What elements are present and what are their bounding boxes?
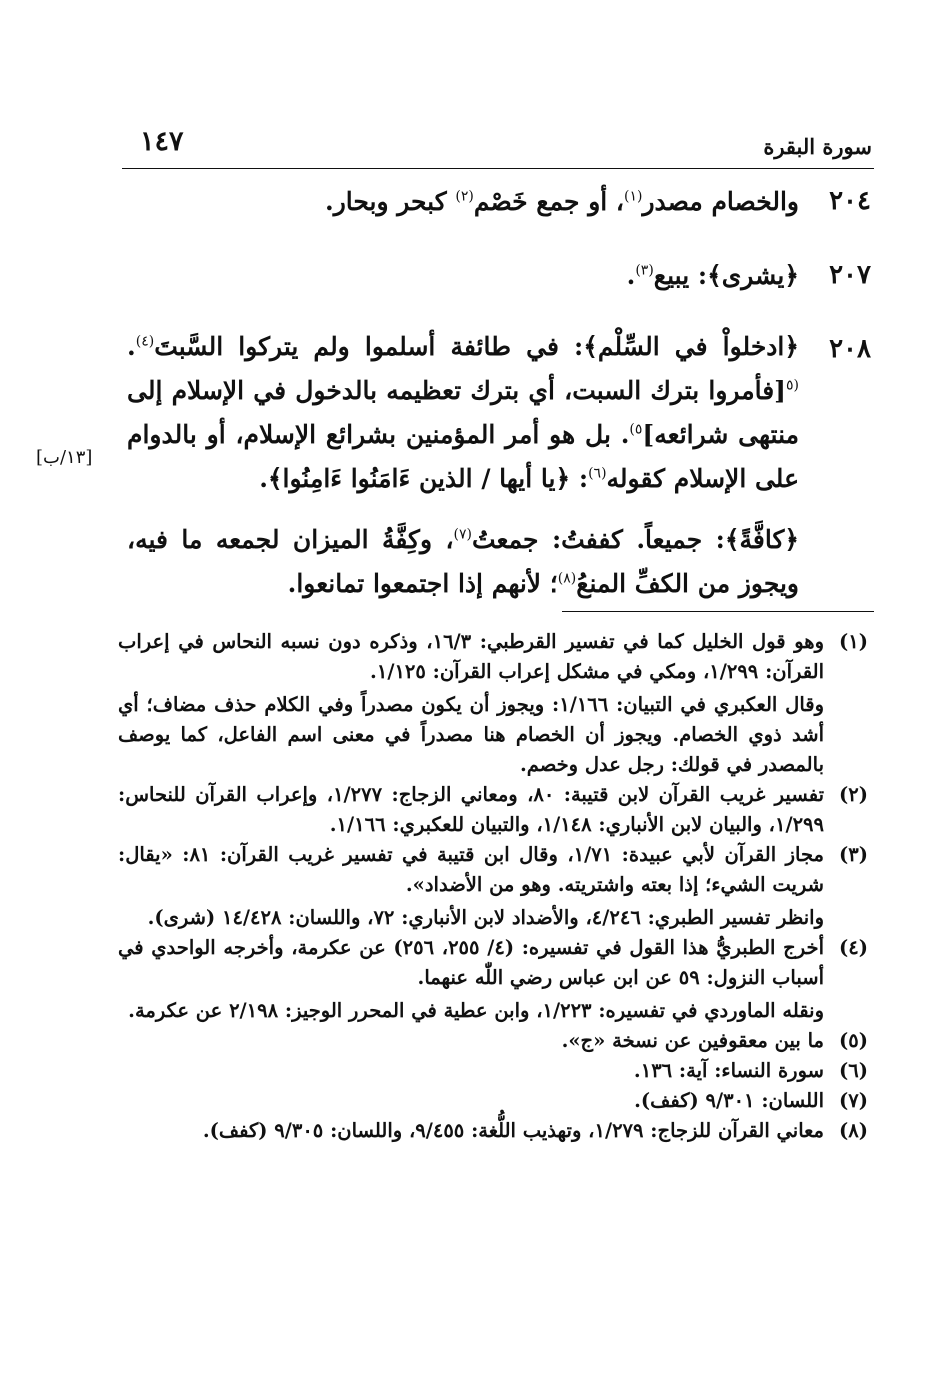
verse-number-204: ٢٠٤ [829, 186, 871, 216]
margin-folio-note: [١٣/ب] [36, 447, 93, 468]
footnote-number: (٦) [839, 1059, 868, 1082]
footnote-text: معاني القرآن للزجاج: ١/٢٧٩، وتهذيب اللُّغة: ٩/٤٥٥، واللسان: ٩/٣٠٥ (كفف). [202, 1119, 824, 1142]
footnote-number: (٤) [839, 936, 868, 959]
verse-number-207: ٢٠٧ [829, 260, 871, 290]
footnote-text: وانظر تفسير الطبري: ٤/٢٤٦، والأضداد لابن الأنباري: ٧٢، واللسان: ١٤/٤٢٨ (شرى). [147, 906, 824, 929]
footnote-3 [118, 840, 868, 933]
entry-207 [199, 254, 799, 298]
footnote-text: وهو قول الخليل كما في تفسير القرطبي: ١٦/٣، وذكره دون نسبه النحاس في إعراب القرآن: ١/٢٩٩، ومكي في مشكل إعراب القرآن: ١/١٢٥. [118, 630, 824, 683]
entry-208-paragraph: ﴿ادخلواْ في السِّلْم﴾: في طائفة أسلموا ولم يتركوا السَّبتَ$^{(٤)}$. $^{(٥}$[فأمروا بترك السبت، أي بترك تعظيمه بالدخول في الإسلام إلى منتهى شرائعه]$^{٥)}$. بل هو أمر المؤمنين بشرائع الإسلام، أو بالدوام على الإسلام كقوله$^{(٦)}$: ﴿يا أيها / الذين ءَامَنُوا ءَامِنُوا﴾. [127, 332, 800, 493]
footnote-number: (٢) [839, 783, 868, 806]
footnote-separator [562, 611, 874, 612]
page-header [122, 124, 874, 169]
footnote-text: اللسان: ٩/٣٠١ (كفف). [634, 1089, 824, 1112]
footnotes [118, 627, 868, 1146]
entry-kaffa [127, 518, 817, 606]
footnote-8 [118, 1116, 868, 1146]
footnote-number: (١) [839, 630, 868, 653]
footnote-text: سورة النساء: آية: ١٣٦. [633, 1059, 824, 1082]
verse-number-208: ٢٠٨ [829, 334, 871, 364]
running-title: سورة البقرة [763, 134, 872, 159]
footnote-text: تفسير غريب القرآن لابن قتيبة: ٨٠، ومعاني الزجاج: ١/٢٧٧، وإعراب القرآن للنحاس: ١/٢٩٩، والبيان لابن الأنباري: ١/١٤٨، والتبيان للعكبري: ١/١٦٦. [118, 783, 825, 836]
footnote-5 [118, 1026, 868, 1056]
footnote-1 [118, 627, 868, 780]
entry-208 [127, 325, 817, 501]
footnote-text: وقال العكبري في التبيان: ١/١٦٦: ويجوز أن يكون مصدراً وفي الكلام حذف مضاف؛ أي أشد ذوي الخصام. ويجوز أن الخصام هنا مصدراً في معنى اسم الفاعل، كما يوصف بالمصدر في قولك: رجل عدل وخصم. [118, 693, 824, 776]
entry-204 [199, 180, 799, 224]
entry-207-line: ﴿يشرى﴾: يبيع$^{(٣)}$. [626, 261, 799, 290]
footnote-number: (٣) [839, 843, 868, 866]
footnote-text: ونقله الماوردي في تفسيره: ١/٢٢٣، وابن عطية في المحرر الوجيز: ٢/١٩٨ عن عكرمة. [128, 999, 824, 1022]
footnote-4 [118, 933, 868, 1026]
footnote-text: أخرج الطبريُّ هذا القول في تفسيره: (٤/ ٢٥٥، ٢٥٦) عن عكرمة، وأخرجه الواحدي في أسباب النزول: ٥٩ عن ابن عباس رضي اللّٰه عنهما. [118, 936, 824, 989]
footnote-number: (٨) [839, 1119, 868, 1142]
footnote-7 [118, 1086, 868, 1116]
footnote-2 [118, 780, 868, 840]
page-number: ١٤٧ [140, 126, 184, 157]
entry-204-line: والخصام مصدر$^{(١)}$، أو جمع خَصْم$^{(٢)}$ كبحر وبحار. [324, 187, 799, 216]
footnote-text: ما بين معقوفين عن نسخة «ج». [561, 1029, 824, 1052]
footnote-number: (٧) [839, 1089, 868, 1112]
footnote-6 [118, 1056, 868, 1086]
entry-kaffa-paragraph: ﴿كافَّةً﴾: جميعاً. كففتُ: جمعتُ$^{(٧)}$، وكِفَّةُ الميزان لجمعه ما فيه، ويجوز من الكفِّ المنعُ$^{(٨)}$؛ لأنهم إذا اجتمعوا تمانعوا. [127, 525, 799, 598]
footnote-text: مجاز القرآن لأبي عبيدة: ١/٧١، وقال ابن قتيبة في تفسير غريب القرآن: ٨١: «يقال: شريت الشيء؛ إذا بعته واشتريته. وهو من الأضداد». [118, 843, 825, 896]
footnote-number: (٥) [839, 1029, 868, 1052]
